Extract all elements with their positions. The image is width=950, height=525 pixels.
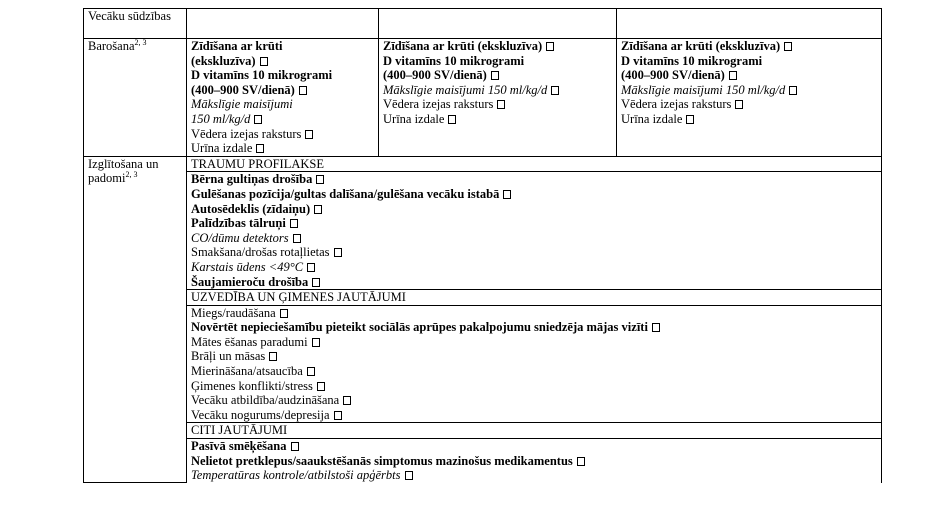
checklist-item-label: 150 ml/kg/d — [191, 111, 251, 126]
cell-feeding-2 — [379, 39, 617, 157]
checklist-item — [383, 112, 612, 127]
checklist-item — [621, 68, 877, 83]
checklist-item-label: Urīna izdale — [383, 111, 445, 126]
section-heading-other: CITI JAUTĀJUMI — [187, 423, 882, 439]
checklist-item-label: Šaujamieroču drošība — [191, 274, 309, 289]
checklist-item — [383, 68, 612, 83]
checklist-item-label: D vitamīns 10 mikrogrami — [383, 53, 525, 68]
cell-complaints-3[interactable] — [617, 9, 882, 39]
checklist-item-label: Bērna gultiņas drošība — [191, 172, 313, 187]
checkbox-icon[interactable] — [652, 323, 660, 332]
checkbox-icon[interactable] — [254, 115, 262, 124]
checklist-item — [191, 141, 374, 156]
checklist-item — [383, 54, 612, 69]
checklist-item-label: (ekskluzīva) — [191, 53, 256, 68]
checklist-item — [383, 39, 612, 54]
checklist-item-label: Karstais ūdens <49°C — [191, 259, 304, 274]
checkbox-icon[interactable] — [405, 471, 413, 480]
checkbox-icon[interactable] — [729, 71, 737, 80]
checklist-item — [621, 39, 877, 54]
checkbox-icon[interactable] — [293, 234, 301, 243]
checklist-item-label: Vecāku atbildība/audzināšana — [191, 393, 340, 408]
education-footnote: 2, 3 — [125, 170, 138, 180]
checkbox-icon[interactable] — [280, 309, 288, 318]
checklist-item — [191, 231, 877, 246]
checkbox-icon[interactable] — [784, 42, 792, 51]
section-heading-injury: TRAUMU PROFILAKSE — [187, 156, 882, 172]
checklist-item-label: Mākslīgie maisījumi 150 ml/kg/d — [383, 82, 548, 97]
feeding-footnote: 2, 3 — [134, 37, 147, 47]
checkbox-icon[interactable] — [307, 263, 315, 272]
checklist-item — [191, 468, 877, 483]
education-label: Izglītošana un padomi — [88, 156, 159, 186]
checklist-item — [621, 97, 877, 112]
checklist-item-label: Vecāku nogurums/depresija — [191, 407, 330, 422]
checkbox-icon[interactable] — [491, 71, 499, 80]
checklist-item-label: Urīna izdale — [191, 141, 253, 156]
section-items-behavior — [187, 305, 882, 423]
checklist-item-label: Mātes ēšanas paradumi — [191, 334, 308, 349]
checklist-item-label: Vēdera izejas raksturs — [383, 97, 494, 112]
checklist-item — [191, 172, 877, 187]
checkbox-icon[interactable] — [260, 57, 268, 66]
checklist-item-label: Nelietot pretklepus/saaukstēšanās simptomus mazinošus medikamentus — [191, 453, 573, 468]
checklist-item — [621, 54, 877, 69]
checklist-item — [191, 260, 877, 275]
checkbox-icon[interactable] — [448, 115, 456, 124]
checklist-item-label: Novērtēt nepieciešamību pieteikt sociālās aprūpes pakalpojumu sniedzēja mājas vizīti — [191, 320, 648, 335]
checkbox-icon[interactable] — [343, 396, 351, 405]
section-heading-behavior: UZVEDĪBA UN ĢIMENES JAUTĀJUMI — [187, 290, 882, 306]
checkbox-icon[interactable] — [497, 100, 505, 109]
checklist-item — [191, 364, 877, 379]
row-complaints — [84, 9, 882, 39]
checkbox-icon[interactable] — [316, 175, 324, 184]
checklist-item — [191, 454, 877, 469]
checklist-item-label: CO/dūmu detektors — [191, 230, 289, 245]
checklist-item — [191, 349, 877, 364]
checklist-item — [191, 379, 877, 394]
checklist-item — [191, 68, 374, 83]
section-items-other — [187, 439, 882, 483]
checkbox-icon[interactable] — [789, 86, 797, 95]
checklist-item-label: Pasīvā smēķēšana — [191, 439, 287, 454]
checkbox-icon[interactable] — [290, 219, 298, 228]
checklist-item — [191, 83, 374, 98]
checklist-item-label: Gulēšanas pozīcija/gultas dalīšana/gulēšana vecāku istabā — [191, 186, 500, 201]
checklist-item — [191, 320, 877, 335]
checklist-item — [621, 112, 877, 127]
checklist-item — [383, 83, 612, 98]
row-label-feeding — [84, 39, 187, 157]
checklist-item-label: Autosēdeklis (zīdaiņu) — [191, 201, 311, 216]
checklist-item — [191, 97, 374, 112]
checklist-item-label: D vitamīns 10 mikrogrami — [191, 68, 333, 83]
cell-complaints-2[interactable] — [379, 9, 617, 39]
section-items-injury — [187, 172, 882, 290]
checklist-item — [191, 112, 374, 127]
checkbox-icon[interactable] — [312, 278, 320, 287]
checklist-item — [191, 306, 877, 321]
checklist-item-label: Mākslīgie maisījumi — [191, 97, 293, 112]
checkbox-icon[interactable] — [334, 248, 342, 257]
checklist-item — [191, 202, 877, 217]
checkbox-icon[interactable] — [503, 190, 511, 199]
checkbox-icon[interactable] — [299, 86, 307, 95]
row-education-head-0 — [84, 156, 882, 172]
checkbox-icon[interactable] — [686, 115, 694, 124]
checklist-item-label: Temperatūras kontrole/atbilstoši apģērbts — [191, 468, 401, 483]
checklist-item — [191, 439, 877, 454]
row-education-items-0 — [84, 172, 882, 290]
document-page — [83, 8, 881, 483]
checklist-item-label: Vēdera izejas raksturs — [191, 126, 302, 141]
checkbox-icon[interactable] — [546, 42, 554, 51]
checklist-item-label: (400–900 SV/dienā) — [383, 68, 487, 83]
checklist-item — [191, 54, 374, 69]
checkbox-icon[interactable] — [735, 100, 743, 109]
checklist-item-label: D vitamīns 10 mikrogrami — [621, 53, 763, 68]
checkbox-icon[interactable] — [334, 411, 342, 420]
checklist-item — [191, 335, 877, 350]
checklist-item-label: Palīdzības tālruņi — [191, 216, 286, 231]
checklist-item-label: (400–900 SV/dienā) — [621, 68, 725, 83]
checkbox-icon[interactable] — [307, 367, 315, 376]
checklist-item-label: Mierināšana/atsaucība — [191, 364, 303, 379]
checklist-item — [191, 408, 877, 423]
checklist-item-label: Zīdīšana ar krūti (ekskluzīva) — [383, 39, 543, 53]
row-label-education — [84, 156, 187, 483]
checklist-item-label: Zīdīšana ar krūti — [191, 39, 283, 53]
checklist-item-label: Vēdera izejas raksturs — [621, 97, 732, 112]
checklist-item — [191, 187, 877, 202]
checklist-item — [191, 393, 877, 408]
checkbox-icon[interactable] — [256, 144, 264, 153]
checklist-item-label: Zīdīšana ar krūti (ekskluzīva) — [621, 39, 781, 53]
checklist-item — [191, 275, 877, 290]
cell-complaints-1[interactable] — [187, 9, 379, 39]
checklist-item — [191, 216, 877, 231]
checkbox-icon[interactable] — [305, 130, 313, 139]
checklist-item-label: Ģimenes konflikti/stress — [191, 378, 313, 393]
checkbox-icon[interactable] — [291, 442, 299, 451]
row-education-items-1 — [84, 305, 882, 423]
checklist-item-label: Mākslīgie maisījumi 150 ml/kg/d — [621, 82, 786, 97]
cell-feeding-3 — [617, 39, 882, 157]
feeding-label: Barošana — [88, 39, 135, 53]
checklist-item-label: Miegs/raudāšana — [191, 305, 276, 320]
checkbox-icon[interactable] — [551, 86, 559, 95]
row-education-head-2 — [84, 423, 882, 439]
row-label-complaints: Vecāku sūdzības — [84, 9, 187, 39]
checkbox-icon[interactable] — [269, 352, 277, 361]
row-feeding — [84, 39, 882, 157]
checklist-item-label: Brāļi un māsas — [191, 349, 266, 364]
row-education-items-2 — [84, 439, 882, 483]
form-table — [83, 8, 882, 483]
row-education-head-1 — [84, 290, 882, 306]
checkbox-icon[interactable] — [314, 205, 322, 214]
checklist-item-label: (400–900 SV/dienā) — [191, 82, 295, 97]
checkbox-icon[interactable] — [577, 457, 585, 466]
checklist-item-label: Smakšana/drošas rotaļlietas — [191, 245, 330, 260]
checkbox-icon[interactable] — [312, 338, 320, 347]
checklist-item-label: Urīna izdale — [621, 111, 683, 126]
checklist-item — [191, 245, 877, 260]
checkbox-icon[interactable] — [317, 382, 325, 391]
checklist-item — [383, 97, 612, 112]
checklist-item — [621, 83, 877, 98]
checklist-item — [191, 39, 374, 54]
cell-feeding-1 — [187, 39, 379, 157]
checklist-item — [191, 127, 374, 142]
